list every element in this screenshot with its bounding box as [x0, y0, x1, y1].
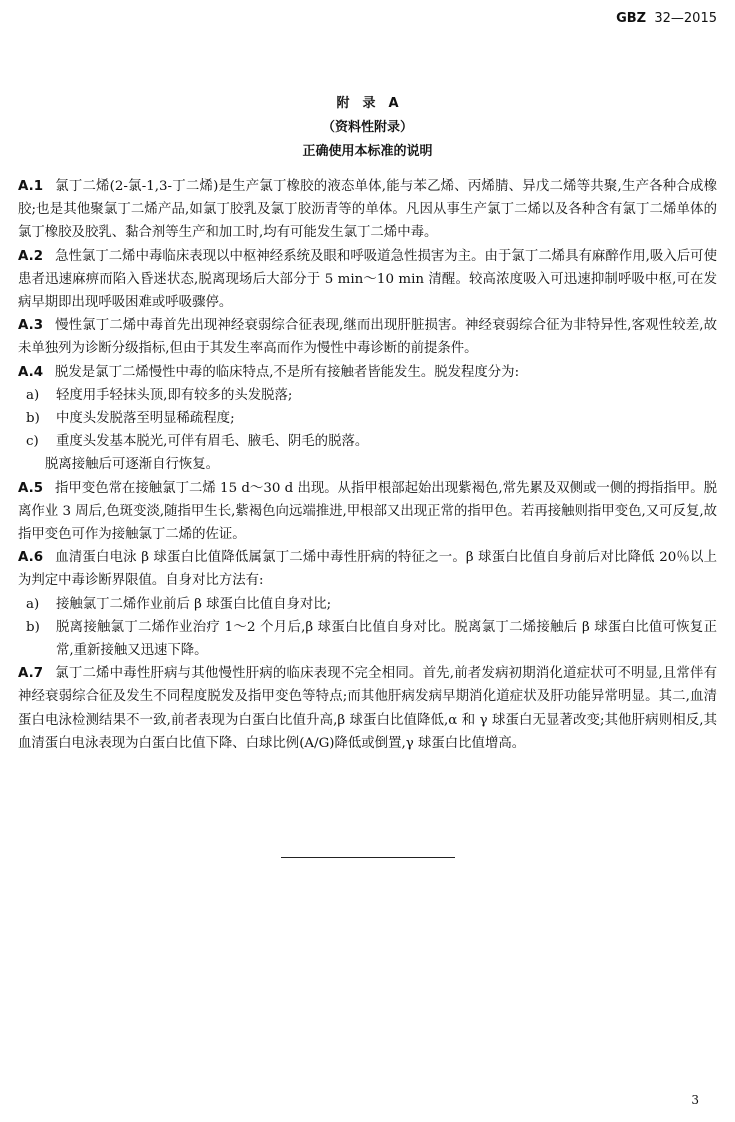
section-a1 [18, 175, 717, 245]
section-a3 [18, 314, 717, 360]
section-a6 [18, 546, 717, 592]
list-item [18, 430, 717, 453]
section-a7 [18, 662, 717, 755]
section-text: 氯丁二烯中毒性肝病与其他慢性肝病的临床表现不完全相同。首先,前者发病初期消化道症状可不明显,且常伴有神经衰弱综合征及发生不同程度脱发及指甲变色等特点;而其他肝病发病早期消化道症状及肝功能异常明显。其二,血清蛋白电泳检测结果不一致,前者表现为白蛋白比值升高,β 球蛋白比值降低,α 和 γ 球蛋白无显著改变;其他肝病则相反,其血清蛋白电泳表现为白蛋白比值下降、白球比例(A/G)降低或倒置,γ 球蛋白比值增高。 [18, 666, 717, 751]
section-a2 [18, 245, 717, 315]
section-label: A.7 [18, 666, 44, 682]
appendix-name: 正确使用本标准的说明 [302, 144, 433, 159]
standard-number: 32—2015 [654, 11, 717, 26]
section-note: 脱离接触后可逐渐自行恢复。 [45, 457, 220, 473]
appendix-body [18, 175, 717, 755]
section-label: A.6 [18, 550, 44, 566]
section-label: A.2 [18, 248, 44, 264]
list-text: 中度头发脱落至明显稀疏程度; [56, 411, 235, 427]
standard-prefix: GBZ [616, 11, 647, 26]
section-label: A.1 [18, 179, 44, 194]
section-label: A.5 [18, 480, 44, 496]
section-text: 血清蛋白电泳 β 球蛋白比值降低属氯丁二烯中毒性肝病的特征之一。β 球蛋白比值自身前后对比降低 20％以上为判定中毒诊断界限值。自身对比方法有: [18, 550, 717, 589]
list-item [18, 616, 717, 662]
section-text: 慢性氯丁二烯中毒首先出现神经衰弱综合征表现,继而出现肝脏损害。神经衰弱综合征为非特异性,客观性较差,故未单独列为诊断分级指标,但由于其发生率高而作为慢性中毒诊断的前提条件。 [18, 318, 717, 357]
section-label: A.4 [18, 364, 44, 380]
list-marker: a) [26, 387, 40, 403]
list-text: 重度头发基本脱光,可伴有眉毛、腋毛、阴毛的脱落。 [56, 434, 369, 450]
page-number: 3 [691, 1093, 699, 1107]
list-marker: b) [26, 619, 40, 635]
list-marker: b) [26, 411, 40, 427]
list-item [18, 407, 717, 430]
list-marker: a) [26, 596, 40, 612]
section-label: A.3 [18, 318, 44, 334]
list-item [18, 593, 717, 616]
document-code [616, 11, 717, 26]
appendix-titles [0, 92, 735, 164]
list-text: 接触氯丁二烯作业前后 β 球蛋白比值自身对比; [56, 596, 332, 612]
list-text: 脱离接触氯丁二烯作业治疗 1～2 个月后,β 球蛋白比值自身对比。脱离氯丁二烯接触后 β 球蛋白比值可恢复正常,重新接触又迅速下降。 [56, 619, 717, 659]
section-text: 氯丁二烯(2-氯-1,3-丁二烯)是生产氯丁橡胶的液态单体,能与苯乙烯、丙烯腈、异戊二烯等共聚,生产各种合成橡胶;也是其他聚氯丁二烯产品,如氯丁胶乳及氯丁胶沥青等的单体。凡因从事生产氯丁二烯以及各种含有氯丁二烯单体的氯丁橡胶及胶乳、黏合剂等生产和加工时,均有可能发生氯丁二烯中毒。 [18, 179, 717, 241]
end-rule [281, 857, 455, 858]
list-text: 轻度用手轻抹头顶,即有较多的头发脱落; [56, 387, 293, 403]
section-text: 指甲变色常在接触氯丁二烯 15 d～30 d 出现。从指甲根部起始出现紫褐色,常先累及双侧或一侧的拇指指甲。脱离作业 3 周后,色斑变淡,随指甲生长,紫褐色向远端推进,甲根部又出现正常的指甲色。若再接触则指甲变色,又可反复,故指甲变色可作为接触氯丁二烯的佐证。 [18, 480, 717, 543]
list-marker: c) [26, 434, 39, 450]
section-a4 [18, 361, 717, 384]
section-a5 [18, 477, 717, 547]
section-text: 脱发是氯丁二烯慢性中毒的临床特点,不是所有接触者皆能发生。脱发程度分为: [55, 364, 520, 380]
appendix-type: （资料性附录） [321, 120, 413, 135]
section-text: 急性氯丁二烯中毒临床表现以中枢神经系统及眼和呼吸道急性损害为主。由于氯丁二烯具有麻醉作用,吸入后可使患者迅速麻痹而陷入昏迷状态,脱离现场后大部分于 5 min～10 min 清醒。较高浓度吸入可迅速抑制呼吸中枢,可在发病早期即出现呼吸困难或呼吸骤停。 [18, 248, 717, 311]
list-item [18, 384, 717, 407]
appendix-title: 附 录 A [336, 96, 399, 111]
